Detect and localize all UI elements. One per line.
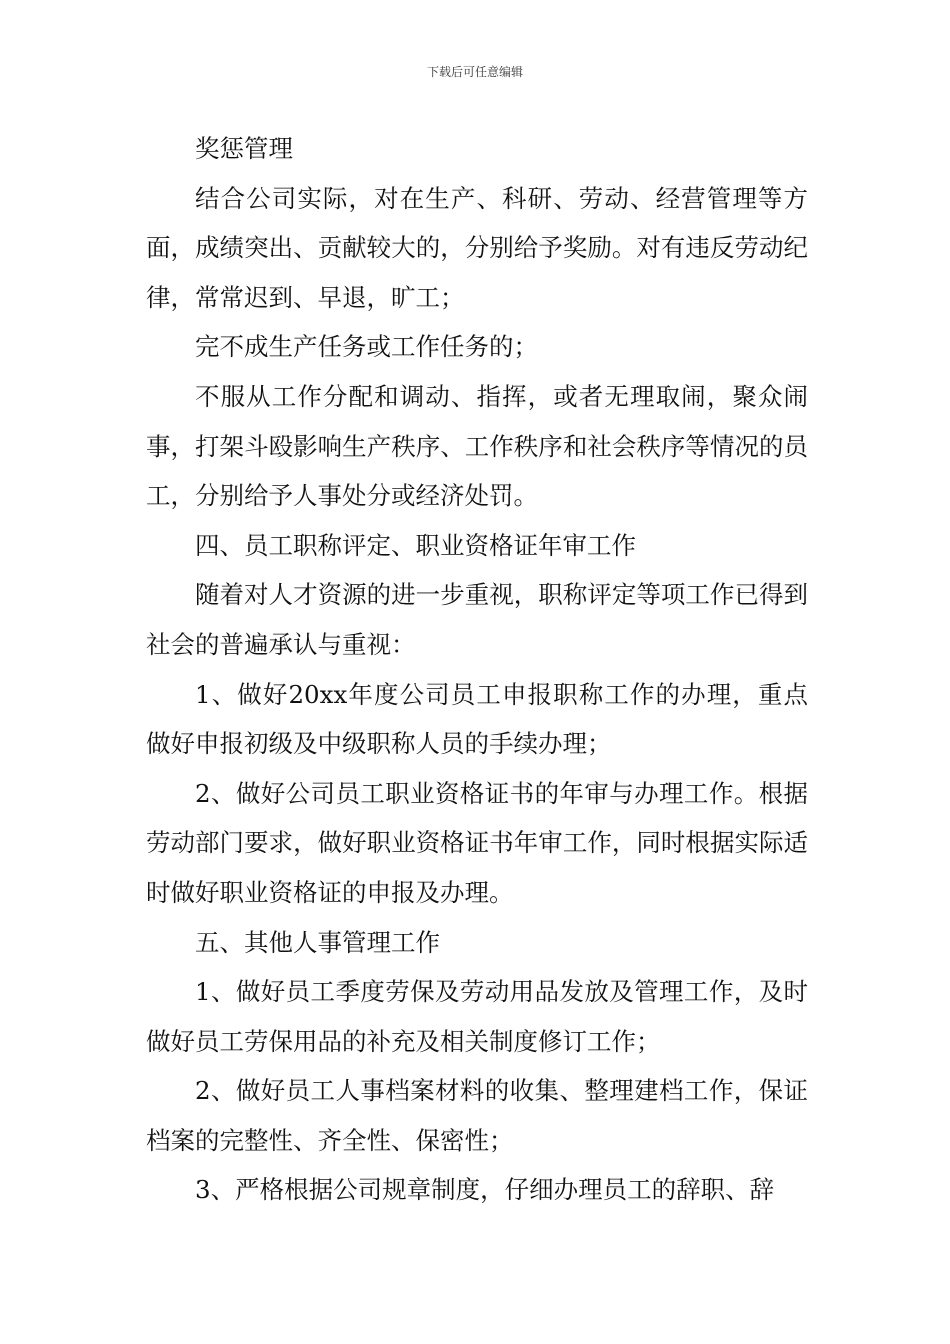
paragraph: 完不成生产任务或工作任务的； (195, 332, 538, 362)
list-item: 2、做好公司员工职业资格证书的年审与办理工作。根据劳动部门要求，做好职业资格证书年审工作，同时根据实际适时做好职业资格证的申报及办理。 (146, 778, 808, 907)
list-item: 2、做好员工人事档案材料的收集、整理建档工作，保证档案的完整性、齐全性、保密性； (146, 1076, 808, 1155)
document-body (146, 124, 808, 1215)
section-heading-rewards: 奖惩管理 (195, 134, 293, 163)
section-heading-other: 五、其他人事管理工作 (195, 927, 440, 957)
paragraph: 不服从工作分配和调动、指挥，或者无理取闹，聚众闹事，打架斗殴影响生产秩序、工作秩序和社会秩序等情况的员工，分别给予人事处分或经济处罚。 (146, 381, 808, 511)
paragraph: 结合公司实际，对在生产、科研、劳动、经营管理等方面，成绩突出、贡献较大的，分别给予奖励。对有违反劳动纪律，常常迟到、早退，旷工； (146, 183, 808, 312)
page-header-note: 下载后可任意编辑 (426, 65, 523, 79)
list-item: 3、严格根据公司规章制度，仔细办理员工的辞职、辞 (195, 1175, 775, 1205)
list-item: 1、做好员工季度劳保及劳动用品发放及管理工作，及时做好员工劳保用品的补充及相关制度修订工作； (146, 977, 808, 1056)
paragraph: 随着对人才资源的进一步重视，职称评定等项工作已得到社会的普遍承认与重视： (146, 580, 808, 659)
list-item: 1、做好20xx年度公司员工申报职称工作的办理，重点做好申报初级及中级职称人员的手续办理； (146, 679, 808, 759)
section-heading-titles: 四、员工职称评定、职业资格证年审工作 (195, 530, 636, 560)
